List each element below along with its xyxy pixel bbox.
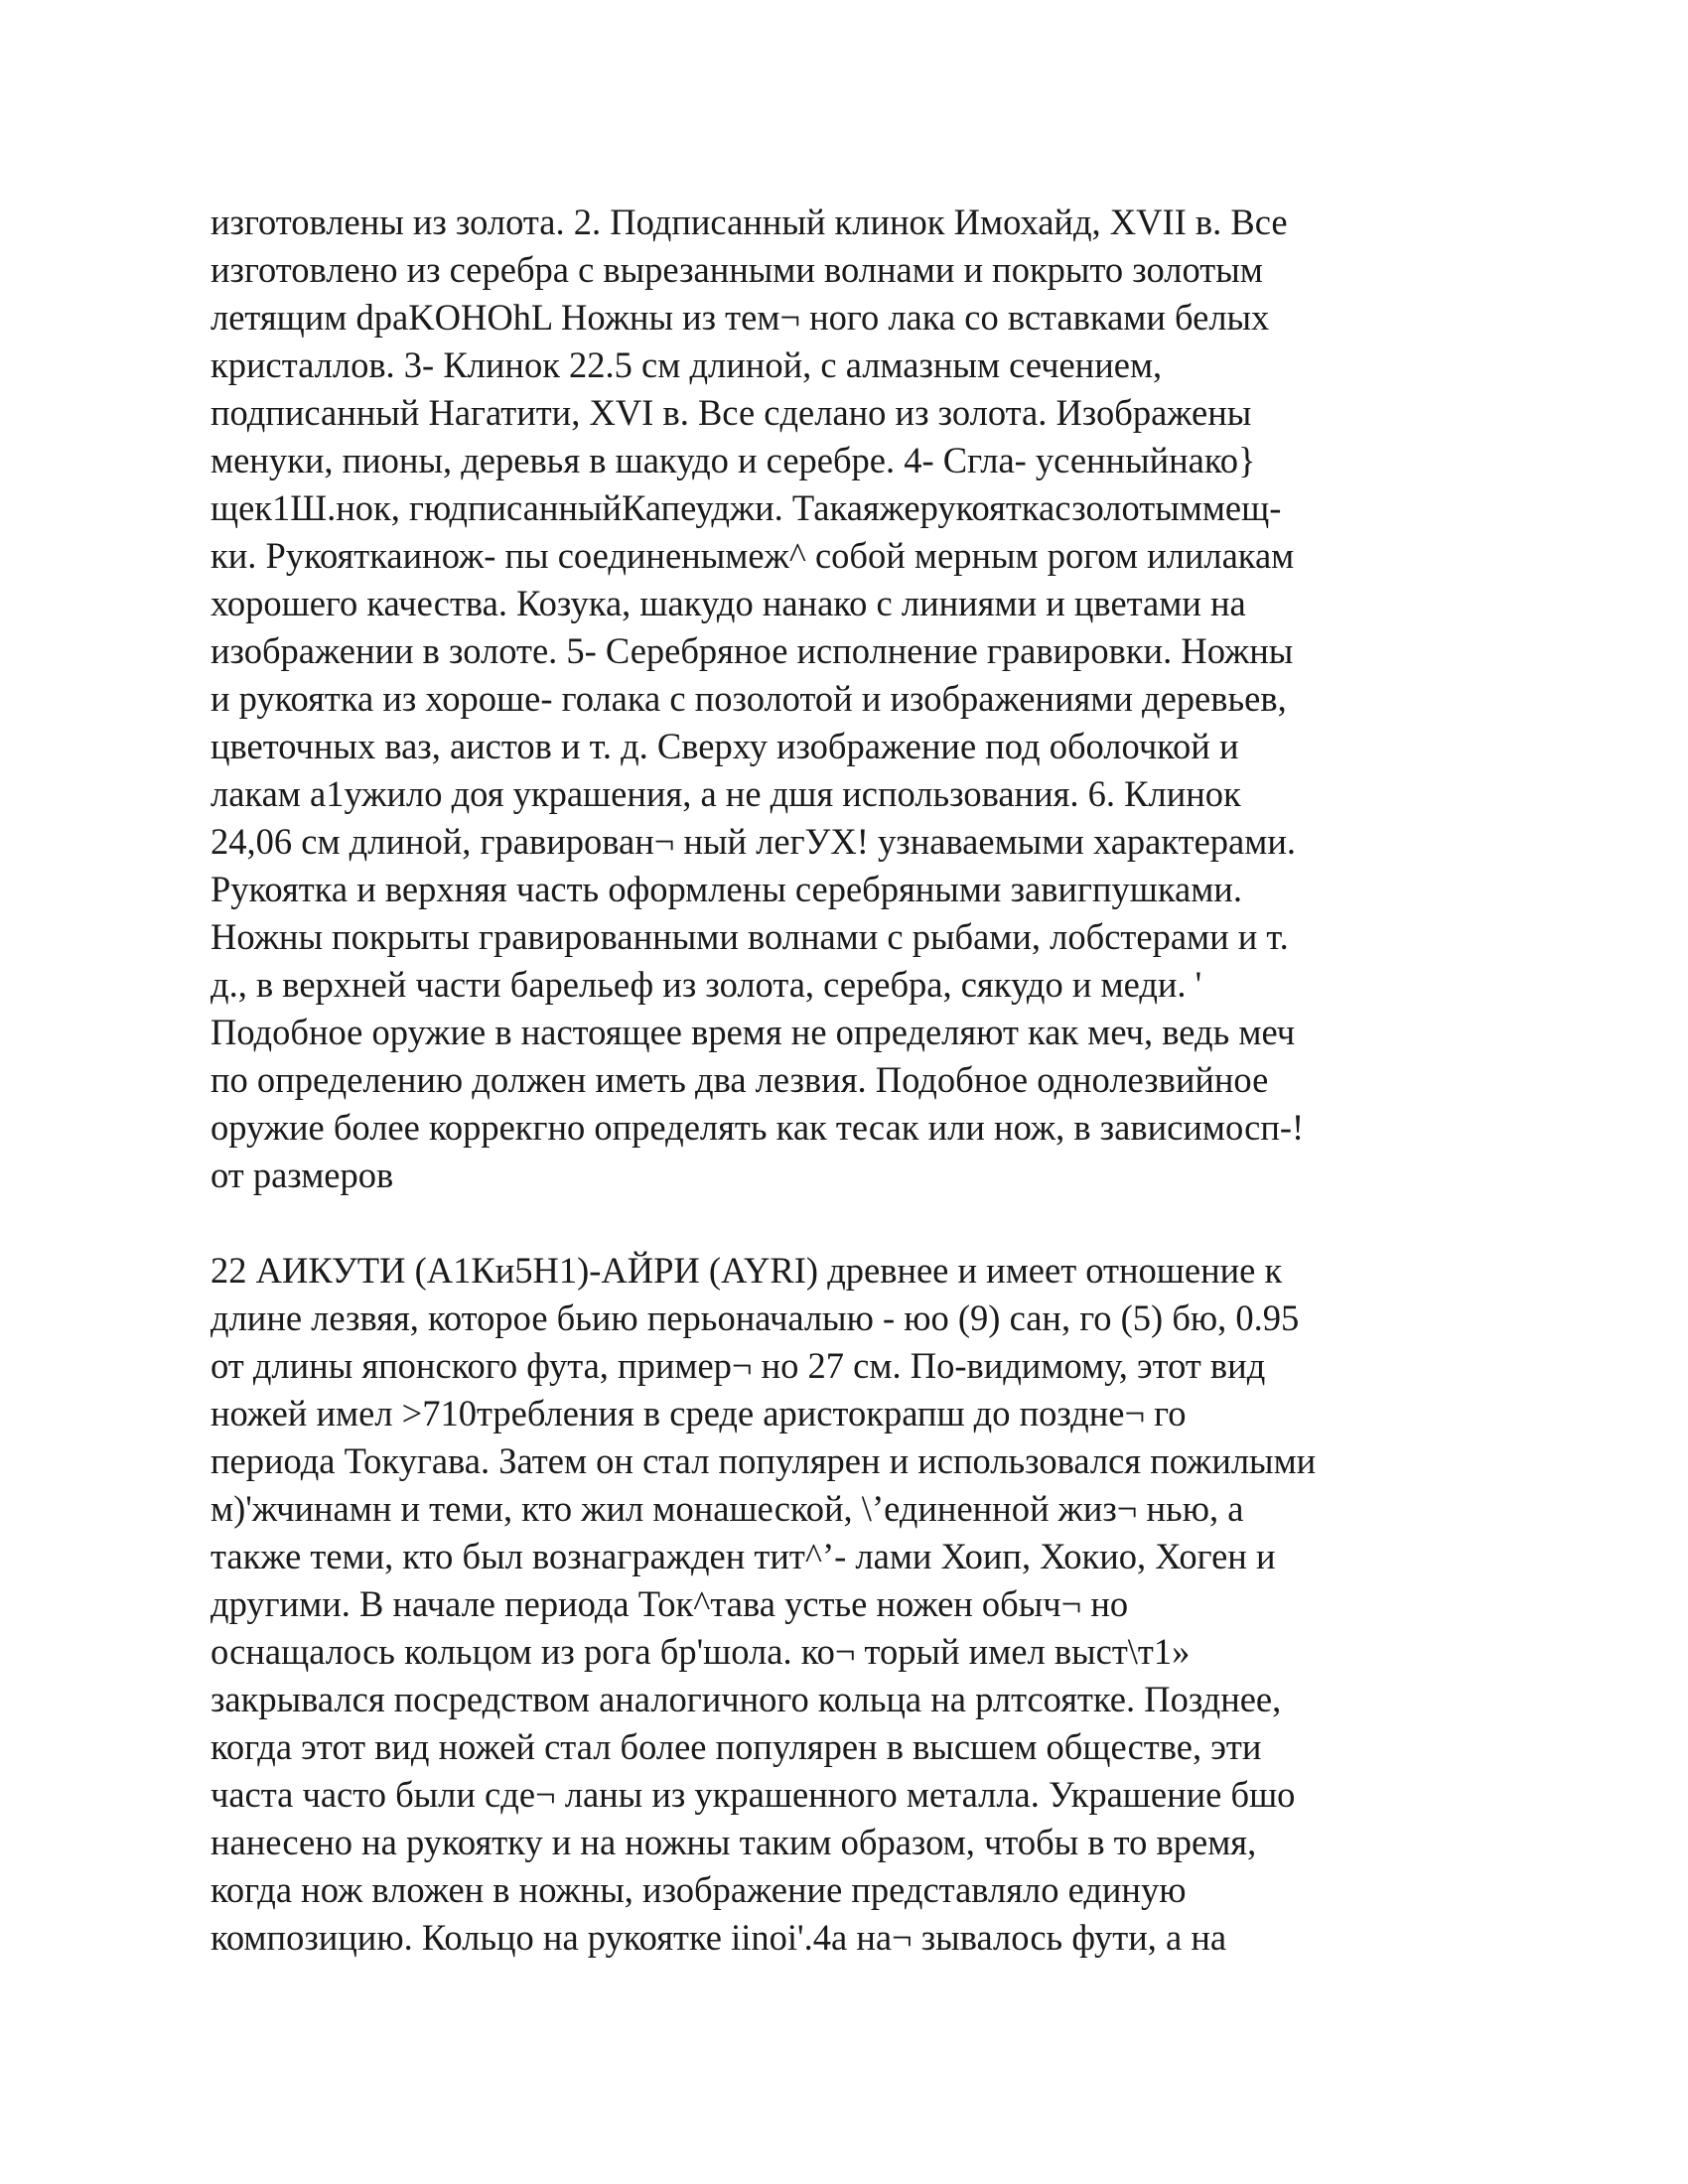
- text-line: периода Токугава. Затем он стал популярен и использовался пожилыми: [211, 1440, 1317, 1481]
- text-line: часта часто были сде¬ ланы из украшенного металла. Украшение бшо: [211, 1774, 1296, 1815]
- text-line: летящим dpaKOHOhL Ножны из тем¬ ного лака со вставками белых: [211, 297, 1270, 338]
- document-page: [211, 199, 1491, 1962]
- text-line: и рукоятка из хороше- голака с позолотой и изображениями деревьев,: [211, 678, 1287, 719]
- text-line: изображении в золоте. 5- Серебряное исполнение гравировки. Ножны: [211, 630, 1294, 671]
- text-line: хорошего качества. Козука, шакудо нанако с линиями и цветами на: [211, 583, 1246, 623]
- text-line: закрывался посредством аналогичного кольца на рлтсоятке. Позднее,: [211, 1679, 1282, 1719]
- text-line: другими. В начале периода Ток^тава устье ножен обыч¬ но: [211, 1583, 1129, 1624]
- text-line: когда нож вложен в ножны, изображение представляло единую: [211, 1869, 1187, 1910]
- paragraph-weapons-list: [211, 199, 1491, 1199]
- text-line: когда этот вид ножей стал более популярен в высшем обществе, эти: [211, 1726, 1262, 1767]
- text-line: длине лезвяя, которое бьию перьоначалыю - юо (9) сан, го (5) бю, 0.95: [211, 1297, 1300, 1338]
- text-line: также теми, кто был вознагражден тит^’- лами Хоип, Хокио, Хоген и: [211, 1536, 1276, 1576]
- text-line: д., в верхней части барельеф из золота, серебра, сякудо и меди. ': [211, 964, 1202, 1005]
- text-line: подписанный Нагатити, XVI в. Все сделано из золота. Изображены: [211, 392, 1252, 433]
- text-line: от длины японского фута, пример¬ но 27 см. По-видимому, этот вид: [211, 1345, 1266, 1386]
- paragraph-break: [211, 1199, 1491, 1247]
- text-line: изготовлены из золота. 2. Подписанный клинок Имохайд, XVII в. Все: [211, 202, 1288, 242]
- text-line: кристаллов. 3- Клинок 22.5 см длиной, с алмазным сечением,: [211, 344, 1163, 385]
- paragraph-aikuti: [211, 1247, 1491, 1962]
- text-line: от размеров: [211, 1155, 394, 1195]
- text-line: оружие более коррекгно определять как тесак или нож, в зависимосп-!: [211, 1107, 1305, 1148]
- text-line: 24,06 см длиной, гравирован¬ ный легУХ! узнаваемыми характерами.: [211, 821, 1296, 862]
- text-line: Ножны покрыты гравированными волнами с рыбами, лобстерами и т.: [211, 916, 1289, 957]
- text-line: композицию. Кольцо на рукоятке iinoi'.4а на¬ зывалось фути, а на: [211, 1917, 1227, 1958]
- text-line: изготовлено из серебра с вырезанными волнами и покрыто золотым: [211, 249, 1263, 290]
- text-line: 22 АИКУТИ (А1Ки5Н1)-АЙРИ (AYRI) древнее и имеет отношение к: [211, 1250, 1283, 1291]
- text-line: менуки, пионы, деревья в шакудо и серебре. 4- Сгла- усенныйнако}: [211, 440, 1256, 480]
- text-line: щек1Ш.нок, гюдписанныйКапеуджи. Такаяжерукояткасзолотыммещ-: [211, 487, 1282, 528]
- text-line: цветочных ваз, аистов и т. д. Сверху изображение под оболочкой и: [211, 726, 1239, 766]
- text-line: ки. Рукояткаинож- пы соединенымеж^ собой мерным рогом илилакам: [211, 535, 1295, 576]
- text-line: Подобное оружие в настоящее время не определяют как меч, ведь меч: [211, 1012, 1296, 1052]
- text-line: лакам а1ужило доя украшения, а не дшя использования. 6. Клинок: [211, 773, 1241, 814]
- text-line: Рукоятка и верхняя часть оформлены серебряными завигпушками.: [211, 869, 1242, 909]
- text-line: нанесено на рукоятку и на ножны таким образом, чтобы в то время,: [211, 1822, 1257, 1862]
- text-line: м)'жчинамн и теми, кто жил монашеской, \’единенной жиз¬ нью, а: [211, 1488, 1244, 1529]
- text-line: оснащалось кольцом из рога бр'шола. ко¬ торый имел выст\т1»: [211, 1631, 1191, 1672]
- text-line: по определению должен иметь два лезвия. Подобное однолезвийное: [211, 1059, 1269, 1100]
- text-line: ножей имел >710требления в среде аристокрапш до поздне¬ го: [211, 1393, 1187, 1433]
